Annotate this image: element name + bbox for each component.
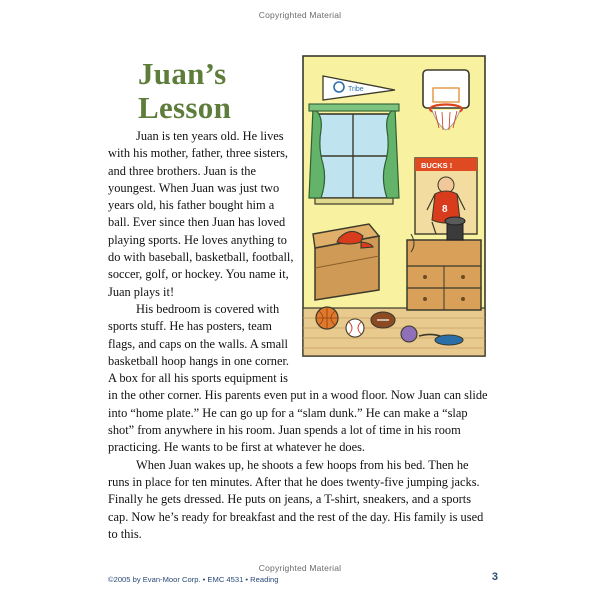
watermark-bottom: Copyrighted Material: [258, 563, 342, 573]
watermark-top: Copyrighted Material: [258, 10, 342, 20]
page-number: 3: [491, 571, 498, 583]
poster-text: BUCKS !: [421, 161, 453, 170]
paragraph-3: When Juan wakes up, he shoots a few hoops from his bed. Then he runs in place for ten minutes. After that he does twenty-five jumping jacks. Finally he gets dressed. He puts on jeans, a T-shirt, sneakers, and a sports cap. Now he’s ready for breakfast and the rest of the day. His family is used to this.: [108, 457, 484, 541]
paragraph-1: Juan is ten years old. He lives with his mother, father, three sisters, and three brothers. Juan is the youngest. When Juan was just two years old, his father bought him a ball. Ever since then Juan has loved playing sports. He loves anything to do with baseball, basketball, football, soccer, golf, or hockey. You name it, Juan plays it!: [108, 129, 294, 299]
copyright-credit: ©2005 by Evan-Moor Corp. • EMC 4531 • Reading: [108, 575, 279, 584]
art-wrap-spacer: [294, 128, 490, 383]
pennant-text: Tribe: [348, 86, 364, 93]
story-body: [108, 128, 490, 543]
page-title: Juan’s Lesson: [138, 55, 232, 125]
jersey-number: 8: [442, 204, 448, 215]
paragraph-2: His bedroom is covered with sports stuff. He has posters, team flags, and caps on the walls. A small basketball hoop hangs in one corner. A box for all his sports equipment is in the other corner. His parents even put in a wood floor. Now Juan can slide into “home plate.” He can go up for a “slam dunk.” He can make a “slap shot” from anywhere in his room. Juan spends a lot of time in his room practicing. He wants to be first at whatever he does.: [108, 301, 488, 455]
